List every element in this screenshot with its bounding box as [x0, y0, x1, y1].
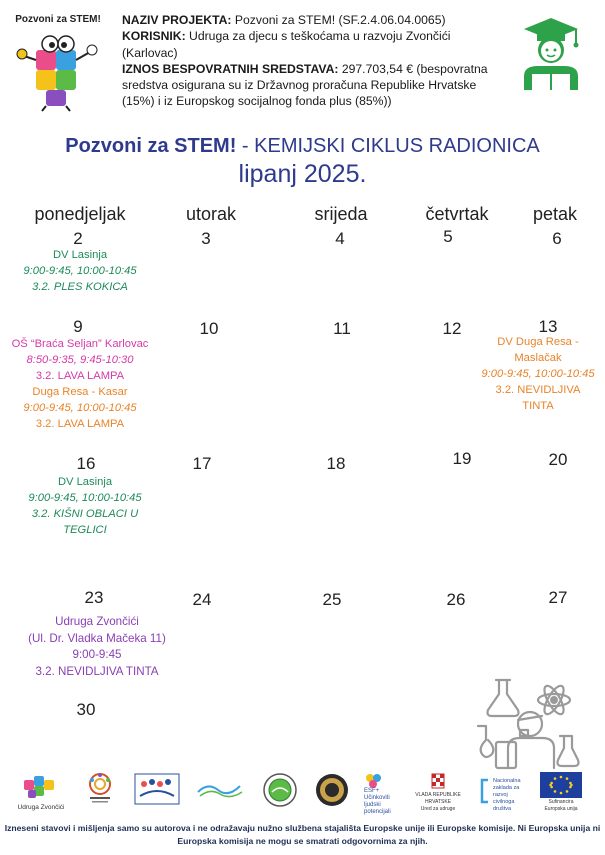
event-topic: TINTA	[522, 400, 554, 412]
vlada-label-1: VLADA REPUBLIKE HRVATSKE	[415, 792, 461, 805]
esf-label-1: ESF+	[364, 788, 380, 794]
iznos-label: IZNOS BESPOVRATNIH SREDSTAVA:	[122, 61, 339, 76]
event-topic: 3.2. LAVA LAMPA	[35, 370, 125, 382]
month-title: lipanj 2025.	[238, 160, 367, 188]
day-number: 25	[322, 590, 342, 609]
event-d9b	[4, 384, 156, 432]
event-d16	[10, 474, 160, 538]
student-icon	[512, 14, 590, 92]
nz-label-3: razvoj	[493, 792, 508, 798]
event-place: (Ul. Dr. Vladka Mačeka 11)	[28, 631, 166, 645]
day-number: 30	[76, 700, 96, 719]
partner-esf-logo	[364, 772, 400, 815]
partner-eu-logo	[540, 772, 582, 812]
korisnik-value: Udruga za djecu s teškoćama u razvoju Zvončići (Karlovac)	[122, 29, 451, 60]
disclaimer: Izneseni stavovi i mišljenja samo su autorova i ne odražavaju nužno službena stajališta Europske unije ili Europske komisije. Ni Europska unija ni Europska komisija ne mogu se smatrati odgovornima za njih.	[4, 823, 601, 846]
esf-label	[364, 788, 400, 816]
eu-label-1: Sufinancira	[548, 799, 574, 805]
day-number: 23	[84, 588, 104, 607]
day-number: 4	[335, 229, 345, 248]
event-topic: 3.2. LAVA LAMPA	[35, 418, 125, 430]
dayname-monday: ponedjeljak	[34, 204, 126, 224]
partner-vlada-logo	[408, 772, 468, 812]
day-number: 27	[548, 588, 568, 607]
zvoncici-label: Udruga Zvončići	[17, 804, 65, 811]
partner-wave-logo	[196, 772, 246, 812]
day-number: 24	[192, 590, 212, 609]
event-d2	[10, 247, 150, 295]
event-time: 9:00-9:45, 10:00-10:45	[481, 368, 595, 380]
page-title	[0, 135, 605, 158]
nz-label-1: Nacionalna	[493, 778, 521, 784]
event-topic: TEGLICI	[63, 524, 107, 536]
korisnik-label: KORISNIK:	[122, 29, 186, 44]
event-topic: 3.2. NEVIDLJIVA	[495, 384, 581, 396]
event-d9a	[4, 336, 156, 384]
day-number: 12	[442, 319, 462, 338]
day-number: 10	[199, 319, 219, 338]
naziv-label: NAZIV PROJEKTA:	[122, 13, 232, 27]
iznos-value: 297.703,54 € (bespovratna sredstva osigurana su iz Državnog proračuna Republike Hrvatske (15%) i iz Europskog socijalnog fonda plus (85%))	[122, 61, 488, 109]
esf-label-2: Učinkoviti	[364, 795, 390, 801]
eu-label	[538, 799, 584, 813]
partner-zvoncici-logo	[17, 772, 65, 812]
day-number: 13	[538, 317, 558, 336]
project-logo	[6, 8, 110, 112]
day-number: 11	[333, 319, 351, 338]
project-title: Pozvoni za STEM!	[65, 135, 237, 157]
event-time: 9:00-9:45	[72, 648, 122, 661]
event-time: 9:00-9:45, 10:00-10:45	[23, 265, 137, 277]
event-topic: 3.2. KIŠNI OBLACI U	[31, 508, 139, 520]
event-place: DV Duga Resa -	[497, 336, 579, 348]
day-number: 9	[73, 317, 83, 336]
day-number: 26	[446, 590, 466, 609]
nz-label	[493, 778, 533, 813]
nz-label-5: društva	[493, 806, 512, 812]
partner-badge-logo	[314, 772, 350, 812]
day-number: 17	[192, 454, 212, 473]
event-place: Maslačak	[514, 352, 562, 364]
esf-label-4: potencijali	[364, 809, 391, 815]
day-number: 2	[73, 229, 83, 248]
eu-label-2: Europska unija	[544, 806, 578, 812]
event-time: 9:00-9:45, 10:00-10:45	[23, 402, 137, 414]
dayname-thursday: četvrtak	[425, 204, 489, 224]
dayname-tuesday: utorak	[185, 204, 237, 224]
esf-label-3: ljudski	[364, 802, 381, 808]
logo-text: Pozvoni za STEM!	[15, 14, 101, 25]
project-info	[122, 12, 500, 110]
partner-jubilee-logo	[86, 772, 114, 812]
day-number: 5	[443, 227, 453, 246]
vlada-label	[404, 792, 472, 813]
day-number: 3	[201, 229, 211, 248]
day-number: 19	[452, 449, 472, 468]
event-topic: 3.2. PLES KOKICA	[32, 281, 128, 293]
day-number: 6	[552, 229, 562, 248]
nz-label-4: civilnoga	[493, 799, 515, 805]
event-topic: 3.2. NEVIDLJIVA TINTA	[35, 664, 159, 678]
event-place: DV Lasinja	[57, 476, 113, 488]
event-d23	[12, 614, 182, 680]
event-place: Udruga Zvončići	[55, 615, 139, 628]
dayname-wednesday: srijeda	[314, 204, 368, 224]
event-time: 8:50-9:35, 9:45-10:30	[26, 354, 134, 366]
cycle-title: - KEMIJSKI CIKLUS RADIONICA	[236, 135, 540, 157]
partner-nz-logo	[476, 772, 532, 812]
vlada-label-2: Ured za udruge	[420, 806, 456, 812]
nz-label-2: zaklada za	[493, 785, 520, 791]
event-time: 9:00-9:45, 10:00-10:45	[28, 492, 142, 504]
day-number: 18	[326, 454, 346, 473]
event-place: OŠ “Braća Seljan” Karlovac	[11, 338, 149, 350]
naziv-value: Pozvoni za STEM! (SF.2.4.06.04.0065)	[234, 13, 446, 27]
chemistry-illustration	[468, 676, 586, 772]
partner-club-logo	[134, 772, 180, 812]
event-place: Duga Resa - Kasar	[32, 386, 128, 398]
event-place: DV Lasinja	[52, 249, 108, 261]
day-number: 16	[76, 454, 96, 473]
partner-seal-logo	[262, 772, 298, 812]
event-d13	[474, 334, 602, 414]
day-number: 20	[548, 450, 568, 469]
dayname-friday: petak	[532, 204, 578, 224]
